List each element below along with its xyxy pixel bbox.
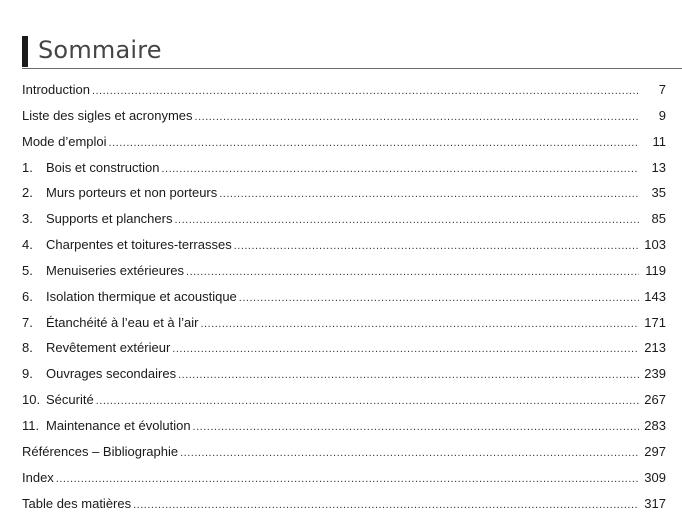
toc-entry-chapter-5[interactable] bbox=[22, 258, 666, 284]
entry-chapter-number: 4. bbox=[22, 237, 33, 253]
entry-label: Références – Bibliographie bbox=[22, 443, 179, 459]
entry-chapter-number: 5. bbox=[22, 262, 33, 278]
toc-entry-table-matieres[interactable] bbox=[22, 491, 666, 517]
entry-chapter-number: 3. bbox=[22, 211, 33, 227]
entry-chapter-number: 8. bbox=[22, 340, 33, 356]
dot-leader bbox=[133, 493, 639, 517]
toc-entry-chapter-7[interactable] bbox=[22, 310, 666, 336]
toc-entry-chapter-3[interactable] bbox=[22, 206, 666, 232]
dot-leader bbox=[195, 105, 639, 129]
entry-chapter-number: 1. bbox=[22, 159, 33, 175]
dot-leader bbox=[180, 441, 639, 465]
entry-chapter-number: 11. bbox=[22, 417, 40, 433]
dot-leader bbox=[178, 363, 639, 387]
entry-page-number: 85 bbox=[651, 211, 666, 227]
entry-page-number: 283 bbox=[644, 417, 666, 433]
entry-label: Introduction bbox=[22, 82, 90, 97]
entry-page-number: 267 bbox=[644, 392, 666, 408]
toc-entry-introduction[interactable] bbox=[22, 77, 666, 103]
toc-entry-chapter-2[interactable] bbox=[22, 180, 666, 206]
entry-page-number: 171 bbox=[644, 314, 666, 330]
entry-label: Index bbox=[22, 469, 54, 485]
entry-page-number: 119 bbox=[645, 262, 666, 278]
toc-entry-references[interactable] bbox=[22, 439, 666, 465]
dot-leader bbox=[239, 286, 639, 310]
entry-page-number: 11 bbox=[652, 133, 666, 149]
entry-label: Supports et planchers bbox=[46, 211, 173, 227]
entry-page-number: 143 bbox=[644, 288, 666, 304]
toc-entry-chapter-10[interactable] bbox=[22, 387, 666, 413]
dot-leader bbox=[92, 79, 639, 103]
dot-leader bbox=[174, 208, 639, 232]
dot-leader bbox=[161, 157, 639, 181]
entry-chapter-number: 6. bbox=[22, 288, 33, 304]
entry-label: Étanchéité à l’eau et à l’air bbox=[46, 314, 199, 330]
entry-page-number: 239 bbox=[644, 366, 666, 382]
entry-label: Ouvrages secondaires bbox=[46, 366, 177, 382]
dot-leader bbox=[109, 131, 639, 155]
entry-page-number: 35 bbox=[651, 185, 666, 201]
header-accent-bar bbox=[22, 36, 28, 67]
entry-page-number: 317 bbox=[644, 495, 666, 511]
dot-leader bbox=[96, 389, 639, 413]
entry-label: Charpentes et toitures-terrasses bbox=[46, 237, 232, 253]
entry-chapter-number: 2. bbox=[22, 185, 33, 201]
entry-label: Isolation thermique et acoustique bbox=[46, 288, 237, 304]
entry-label: Liste des sigles et acronymes bbox=[22, 107, 193, 123]
toc-entry-chapter-4[interactable] bbox=[22, 232, 666, 258]
entry-page-number: 7 bbox=[658, 82, 666, 97]
toc-entry-index[interactable] bbox=[22, 465, 666, 491]
entry-label: Revêtement extérieur bbox=[46, 340, 171, 356]
toc-entry-chapter-8[interactable] bbox=[22, 335, 666, 361]
dot-leader bbox=[234, 234, 639, 258]
entry-label: Menuiseries extérieures bbox=[46, 262, 185, 278]
entry-label: Mode d’emploi bbox=[22, 133, 107, 149]
entry-chapter-number: 7. bbox=[22, 314, 33, 330]
table-of-contents bbox=[22, 77, 666, 516]
entry-page-number: 13 bbox=[651, 159, 666, 175]
dot-leader bbox=[172, 337, 639, 361]
entry-page-number: 103 bbox=[644, 237, 666, 253]
dot-leader bbox=[219, 182, 639, 206]
toc-entry-chapter-9[interactable] bbox=[22, 361, 666, 387]
entry-chapter-number: 10. bbox=[22, 392, 41, 408]
toc-entry-chapter-1[interactable] bbox=[22, 155, 666, 181]
dot-leader bbox=[200, 312, 639, 336]
entry-label: Sécurité bbox=[46, 392, 94, 408]
toc-entry-mode-emploi[interactable] bbox=[22, 129, 666, 155]
entry-label: Bois et construction bbox=[46, 159, 160, 175]
entry-page-number: 9 bbox=[658, 107, 666, 123]
toc-entry-chapter-6[interactable] bbox=[22, 284, 666, 310]
entry-page-number: 297 bbox=[644, 443, 666, 459]
entry-label: Maintenance et évolution bbox=[46, 417, 191, 433]
entry-chapter-number: 9. bbox=[22, 366, 33, 382]
toc-entry-chapter-11[interactable] bbox=[22, 413, 666, 439]
dot-leader bbox=[56, 467, 639, 491]
dot-leader bbox=[193, 415, 639, 439]
entry-page-number: 213 bbox=[644, 340, 666, 356]
toc-entry-sigles[interactable] bbox=[22, 103, 666, 129]
entry-page-number: 309 bbox=[644, 469, 666, 485]
page-header bbox=[22, 34, 682, 69]
entry-label: Murs porteurs et non porteurs bbox=[46, 185, 218, 201]
entry-label: Table des matières bbox=[22, 495, 132, 511]
page-title: Sommaire bbox=[38, 36, 162, 64]
dot-leader bbox=[186, 260, 639, 284]
